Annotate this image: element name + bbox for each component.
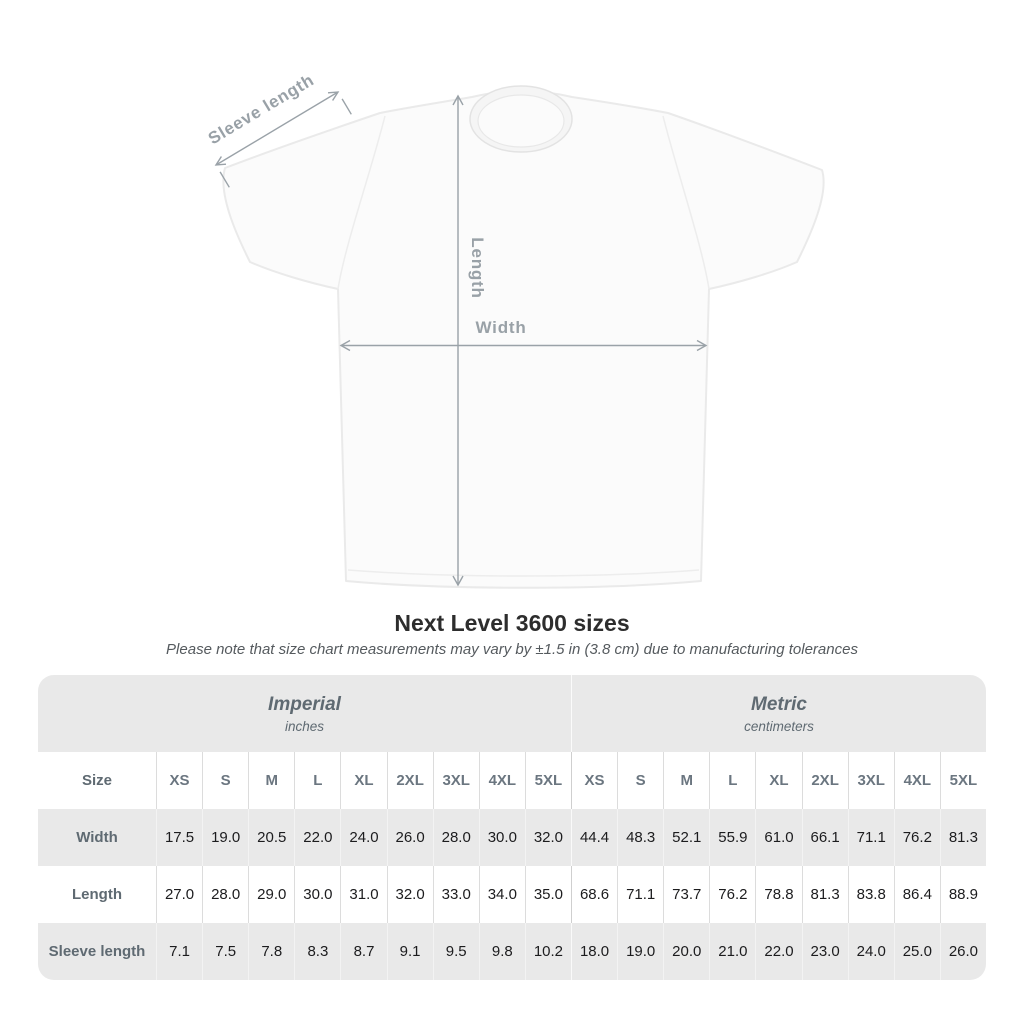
tshirt-body-shape (223, 91, 823, 588)
size-column-header: 2XL (387, 752, 433, 809)
metric-units: centimeters (744, 718, 814, 734)
length-label: Length (468, 237, 487, 299)
size-table (38, 675, 986, 980)
imperial-label: Imperial (268, 693, 341, 715)
size-value-cell: 7.8 (248, 923, 294, 980)
size-value-cell: 26.0 (940, 923, 986, 980)
size-value-cell: 78.8 (755, 866, 801, 923)
size-column-header: 3XL (433, 752, 479, 809)
size-value-cell: 25.0 (894, 923, 940, 980)
size-value-cell: 81.3 (940, 809, 986, 866)
size-value-cell: 35.0 (525, 866, 571, 923)
size-column-header: L (294, 752, 340, 809)
size-value-cell: 17.5 (156, 809, 202, 866)
size-value-cell: 19.0 (202, 809, 248, 866)
size-value-cell: 71.1 (848, 809, 894, 866)
size-column-header: XL (755, 752, 801, 809)
size-column-header: 3XL (848, 752, 894, 809)
size-value-cell: 29.0 (248, 866, 294, 923)
page-title: Next Level 3600 sizes (394, 610, 630, 636)
size-value-cell: 21.0 (709, 923, 755, 980)
size-value-cell: 10.2 (525, 923, 571, 980)
size-value-cell: 34.0 (479, 866, 525, 923)
tolerance-note: Please note that size chart measurements may vary by ±1.5 in (3.8 cm) due to manufacturing tolerances (166, 641, 858, 658)
width-label: Width (475, 318, 527, 337)
size-column-header: 2XL (802, 752, 848, 809)
size-value-cell: 76.2 (894, 809, 940, 866)
size-column-header: L (709, 752, 755, 809)
size-value-cell: 20.5 (248, 809, 294, 866)
size-value-cell: 28.0 (202, 866, 248, 923)
size-value-cell: 9.5 (433, 923, 479, 980)
size-value-cell: 26.0 (387, 809, 433, 866)
size-value-cell: 61.0 (755, 809, 801, 866)
size-value-cell: 32.0 (525, 809, 571, 866)
size-value-cell: 76.2 (709, 866, 755, 923)
size-value-cell: 19.0 (617, 923, 663, 980)
size-value-cell: 9.1 (387, 923, 433, 980)
size-value-cell: 20.0 (663, 923, 709, 980)
size-value-cell: 31.0 (340, 866, 386, 923)
size-value-cell: 88.9 (940, 866, 986, 923)
measurement-row-label: Length (38, 866, 156, 923)
size-value-cell: 66.1 (802, 809, 848, 866)
size-value-cell: 8.7 (340, 923, 386, 980)
size-value-cell: 22.0 (755, 923, 801, 980)
collar-inner (478, 95, 564, 147)
size-value-cell: 71.1 (617, 866, 663, 923)
metric-section-header (571, 675, 986, 752)
size-column-header: XS (156, 752, 202, 809)
imperial-units: inches (284, 718, 324, 734)
size-value-cell: 30.0 (294, 866, 340, 923)
size-value-cell: 23.0 (802, 923, 848, 980)
size-column-header: M (663, 752, 709, 809)
measurement-row-label: Width (38, 809, 156, 866)
size-value-cell: 28.0 (433, 809, 479, 866)
size-value-cell: 83.8 (848, 866, 894, 923)
size-value-cell: 52.1 (663, 809, 709, 866)
size-value-cell: 86.4 (894, 866, 940, 923)
size-value-cell: 22.0 (294, 809, 340, 866)
sleeve-length-label: Sleeve length (204, 70, 318, 149)
size-value-cell: 48.3 (617, 809, 663, 866)
size-table-grid (38, 675, 986, 980)
size-column-header: S (617, 752, 663, 809)
metric-label: Metric (751, 693, 807, 715)
size-value-cell: 24.0 (340, 809, 386, 866)
size-column-header: 5XL (940, 752, 986, 809)
size-column-header: 4XL (894, 752, 940, 809)
size-value-cell: 7.5 (202, 923, 248, 980)
size-value-cell: 30.0 (479, 809, 525, 866)
size-value-cell: 44.4 (571, 809, 617, 866)
size-value-cell: 68.6 (571, 866, 617, 923)
size-value-cell: 24.0 (848, 923, 894, 980)
size-value-cell: 8.3 (294, 923, 340, 980)
size-column-header: XS (571, 752, 617, 809)
size-value-cell: 9.8 (479, 923, 525, 980)
measurement-row-label: Sleeve length (38, 923, 156, 980)
size-value-cell: 18.0 (571, 923, 617, 980)
size-value-cell: 27.0 (156, 866, 202, 923)
size-column-header: M (248, 752, 294, 809)
size-row-header: Size (38, 752, 156, 809)
size-value-cell: 7.1 (156, 923, 202, 980)
size-value-cell: 73.7 (663, 866, 709, 923)
size-value-cell: 32.0 (387, 866, 433, 923)
size-column-header: 5XL (525, 752, 571, 809)
size-value-cell: 81.3 (802, 866, 848, 923)
size-value-cell: 33.0 (433, 866, 479, 923)
size-value-cell: 55.9 (709, 809, 755, 866)
size-column-header: S (202, 752, 248, 809)
size-column-header: 4XL (479, 752, 525, 809)
imperial-section-header (38, 675, 571, 752)
size-column-header: XL (340, 752, 386, 809)
